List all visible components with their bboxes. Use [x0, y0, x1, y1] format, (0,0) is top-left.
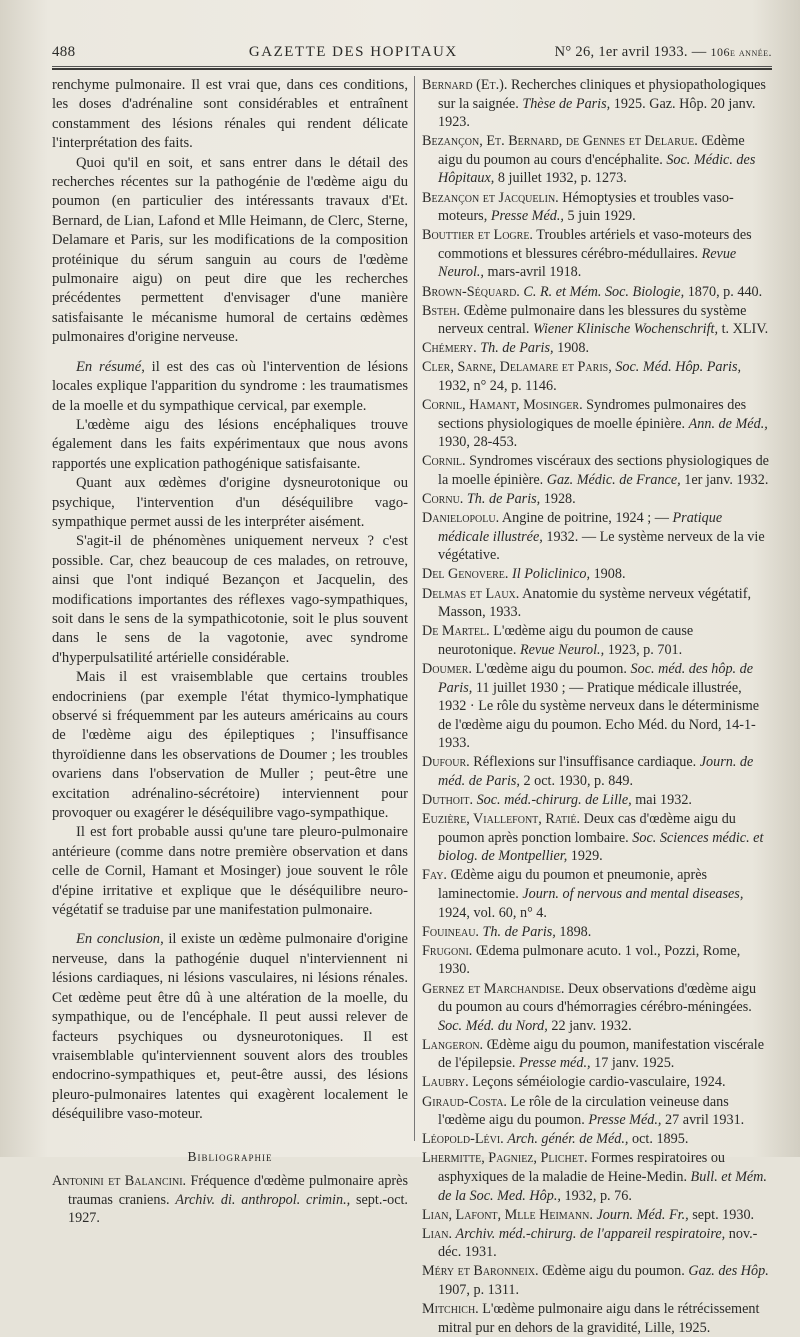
- reference-entry: [422, 1206, 772, 1225]
- reference-tail: 1932. — Le système nerveux de la vie végétative.: [438, 528, 765, 564]
- reference-source: Arch. génér. de Méd.,: [507, 1131, 629, 1148]
- reference-tail: sept.-oct. 1927.: [68, 1191, 408, 1227]
- reference-tail: mai 1932.: [631, 792, 692, 809]
- reference-authors: Lhermitte, Pagniez, Plichet.: [422, 1150, 588, 1167]
- reference-text: Deux observations d'œdème aigu du poumon au cours d'hémorragies cérébro-méningées.: [438, 980, 757, 1016]
- paragraph-rest: , il existe un œdème pulmonaire d'origine nerveuse, dans la pathogénie duquel n'interviennent ni lésions cardiaques, ni lésions vasculaires, ni lésions rénales. Cet œdème peut être dû à une altération de la moelle, du sympathique, ou de l'encéphale. Il peut aussi relever de facteurs psychiques ou dysneurotoniques. Il est vraisemblable qu'interviennent souvent alors des troubles endocrino-sympathiques et, peut-être aussi, des lésions pleuro-pulmonaires latentes qui exagèrent localement le déséquilibre vaso-moteur.: [52, 931, 408, 1123]
- reference-tail: 1923, p. 701.: [604, 641, 683, 658]
- reference-source: Thèse de Paris,: [522, 95, 611, 112]
- reference-tail: 1925. Gaz. Hôp. 20 janv. 1923.: [438, 95, 756, 131]
- reference-entry: [422, 565, 772, 584]
- reference-text: Troubles artériels et vaso-moteurs des commotions et blessures cérébro-médullaires.: [438, 227, 752, 262]
- paragraph: [52, 930, 408, 1124]
- reference-tail: 1929.: [567, 848, 603, 865]
- reference-entry: [422, 942, 772, 979]
- reference-authors: Antonini et Balancini.: [52, 1172, 187, 1189]
- reference-text: Œdème aigu du poumon au cours d'encéphalite.: [438, 133, 745, 168]
- reference-authors: Doumer.: [422, 660, 472, 677]
- italic-lead: En résumé: [76, 358, 142, 375]
- reference-entry: [52, 1172, 408, 1228]
- reference-entry: [422, 396, 772, 452]
- reference-authors: Chémery.: [422, 340, 477, 357]
- reference-authors: Mitchich.: [422, 1301, 479, 1318]
- paragraph: L'œdème aigu des lésions encéphaliques trouve également dans les faits expérimentaux que nous avons rapportés une explication pathogénique satisfaisante.: [52, 416, 408, 472]
- paragraph: S'agit-il de phénomènes uniquement nerveux ? c'est possible. Car, chez beaucoup de ces malades, on retrouve, ainsi que l'ont indiqué Bezançon et Jacquelin, des modifications importantes des réflexes vago-sympathiques, soit dans le sens de la sympathicotonie, soit le plus souvent dans le sens de la vagotonie, avec syndrome d'hyperpulsatilité artérielle considérable.: [52, 533, 408, 666]
- reference-authors: Léopold-Lévi.: [422, 1131, 504, 1148]
- reference-authors: Bezançon, Et. Bernard, de Gennes et Delarue.: [422, 133, 698, 150]
- page-number: 488: [52, 44, 76, 60]
- reference-authors: Cler, Sarne, Delamare et Paris,: [422, 359, 612, 376]
- reference-authors: Bezançon et Jacquelin.: [422, 189, 559, 206]
- reference-text: Œdème pulmonaire dans les blessures du système nerveux central.: [438, 302, 747, 338]
- reference-source: Bull. et Mém. de la Soc. Med. Hôp.,: [438, 1168, 767, 1204]
- reference-text: Œdema pulmonare acuto. 1 vol., Pozzi, Rome, 1930.: [438, 942, 741, 978]
- reference-authors: Cornu.: [422, 491, 464, 508]
- reference-text: Œdème aigu du poumon et pneumonie, après laminectomie.: [438, 867, 708, 903]
- reference-source: Gaz. des Hôp.: [688, 1263, 769, 1280]
- reference-tail: 17 janv. 1925.: [590, 1055, 675, 1072]
- reference-authors: Cornil, Hamant, Mosinger.: [422, 397, 583, 414]
- column-divider: [414, 76, 415, 1141]
- reference-text: Le rôle de la circulation veineuse dans l'œdème aigu du poumon.: [438, 1093, 729, 1129]
- reference-authors: Méry et Baronneix.: [422, 1263, 539, 1280]
- reference-entry: [422, 622, 772, 659]
- reference-source: Archiv. di. anthropol. crimin.,: [175, 1191, 351, 1208]
- reference-text: Réflexions sur l'insuffisance cardiaque.: [469, 754, 700, 771]
- reference-text: L'œdème aigu du poumon de cause neurotonique.: [438, 623, 694, 658]
- reference-tail: 1930, 28-453.: [438, 434, 518, 451]
- paragraph: Quoi qu'il en soit, et sans entrer dans le détail des recherches récentes sur la pathogénie de l'œdème aigu du poumon (en particulier des intéressants travaux d'Et. Bernard, de Lian, Lafond et Mlle Heimann, de Clerc, Sterne, Delamare et Paris, sur les modifications de la composition protéinique du sérum sanguin au cours de l'œdème pulmonaire aigu) on peut dire que les recherches précédentes permettent d'envisager d'une manière satisfaisante le mécanisme humoral de certains œdèmes pulmonaires d'origine nerveuse.: [52, 154, 408, 346]
- reference-tail: 1908.: [590, 566, 626, 583]
- reference-entry: [422, 753, 772, 790]
- reference-authors: Laubry.: [422, 1074, 469, 1091]
- reference-entry: [422, 1036, 772, 1073]
- left-column: [52, 76, 409, 1227]
- reference-text: Leçons séméiologie cardio-vasculaire, 1924.: [468, 1074, 726, 1091]
- reference-source: Archiv. méd.-chirurg. de l'appareil respiratoire,: [455, 1225, 726, 1242]
- reference-tail: 8 juillet 1932, p. 1273.: [494, 170, 627, 187]
- reference-source: Il Policlinico,: [512, 566, 591, 583]
- reference-source: Pratique médicale illustrée,: [438, 510, 723, 545]
- reference-text: Syndromes viscéraux des sections physiologiques de la moelle épinière.: [438, 453, 769, 488]
- reference-entry: [422, 1262, 772, 1299]
- reference-tail: 1932, p. 76.: [560, 1187, 632, 1204]
- reference-source: Soc. Méd. du Nord,: [438, 1017, 548, 1034]
- reference-source: Presse Méd.,: [490, 208, 564, 225]
- reference-text: Angine de poitrine, 1924 ; —: [499, 510, 673, 527]
- paragraph: Quant aux œdèmes d'origine dysneurotonique ou psychique, l'intervention d'un déséquilibre vago-sympathique permet aussi de les interpréter aisément.: [52, 475, 408, 530]
- reference-text: L'œdème aigu du poumon.: [471, 660, 631, 677]
- reference-tail: oct. 1895.: [628, 1131, 689, 1148]
- reference-entry: [422, 132, 772, 188]
- reference-entry: [422, 866, 772, 922]
- reference-entry: [422, 791, 772, 810]
- reference-text: Hémoptysies et troubles vaso-moteurs,: [438, 189, 734, 225]
- reference-tail: 22 janv. 1932.: [547, 1017, 632, 1034]
- reference-tail: 1870, p. 440.: [684, 283, 763, 300]
- reference-entry: [422, 452, 772, 489]
- reference-source: Journ. of nervous and mental diseases,: [522, 886, 744, 903]
- reference-entry: [422, 339, 772, 358]
- reference-entry: [422, 980, 772, 1036]
- reference-text: Œdème aigu du poumon.: [538, 1263, 689, 1280]
- reference-entry: [422, 1300, 772, 1337]
- reference-entry: [422, 810, 772, 866]
- reference-authors: Bsteh.: [422, 302, 461, 319]
- reference-authors: Giraud-Costa.: [422, 1093, 507, 1110]
- reference-source: Gaz. Médic. de France,: [546, 471, 681, 488]
- reference-tail: 27 avril 1931.: [661, 1112, 745, 1129]
- reference-authors: Danielopolu.: [422, 510, 500, 527]
- reference-source: Revue Neurol.,: [438, 245, 737, 281]
- reference-source: Ann. de Méd.,: [688, 415, 768, 432]
- reference-authors: Dufour.: [422, 754, 470, 771]
- bibliography-heading: Bibliographie: [187, 1148, 273, 1164]
- reference-authors: De Martel.: [422, 623, 490, 640]
- reference-source: Presse Méd.,: [588, 1112, 662, 1129]
- reference-entry: [422, 509, 772, 565]
- reference-source: Th. de Paris,: [466, 491, 541, 508]
- paragraph: [52, 358, 408, 416]
- issue-date: N° 26, 1er avril 1933. —: [554, 44, 707, 60]
- reference-tail: 1928.: [540, 491, 576, 508]
- reference-authors: Langeron.: [422, 1036, 484, 1053]
- reference-tail: t. XLIV.: [718, 321, 769, 338]
- reference-entry: [422, 490, 772, 509]
- reference-tail: 11 juillet 1930 ; — Pratique médicale illustrée, 1932 · Le rôle du système nerveux dans le déterminisme de l'œdème aigu du poumon. Echo Méd. du Nord, 14-1-1933.: [438, 679, 760, 752]
- reference-text: Formes respiratoires ou asphyxiques de la maladie de Heine-Medin.: [438, 1150, 726, 1185]
- reference-tail: 5 juin 1929.: [563, 208, 636, 225]
- reference-entry: [422, 189, 772, 226]
- reference-tail: sept. 1930.: [688, 1206, 755, 1223]
- reference-entry: [422, 1149, 772, 1205]
- reference-entry: [422, 302, 772, 339]
- reference-entry: [422, 1225, 772, 1262]
- reference-source: Th. de Paris,: [482, 923, 556, 940]
- paragraph: Il est fort probable aussi qu'une tare pleuro-pulmonaire antérieure (comme dans notre première observation et dans celle de Cornil, Hamant et Mosinger) joue souvent le rôle d'épine irritative et explique que le déséquilibre neuro-végétatif se traduise par une manifestation pulmonaire.: [52, 824, 408, 919]
- reference-authors: Fouineau.: [422, 923, 479, 940]
- reference-tail: 1908.: [553, 340, 590, 357]
- reference-source: Soc. Méd. Hôp. Paris,: [615, 359, 742, 376]
- reference-entry: [422, 76, 772, 132]
- reference-authors: Lian.: [422, 1225, 452, 1242]
- reference-authors: Delmas et Laux.: [422, 585, 520, 602]
- reference-authors: Lian, Lafont, Mlle Heimann.: [422, 1206, 593, 1223]
- reference-authors: Gernez et Marchandise.: [422, 980, 565, 997]
- reference-tail: 1er janv. 1932.: [680, 471, 769, 488]
- paragraph: renchyme pulmonaire. Il est vrai que, dans ces conditions, les doses d'adrénaline sont considérables et entraînent constamment des lésions rénales qui rendent délicate l'interprétation des faits.: [52, 77, 408, 152]
- reference-entry: [422, 226, 772, 282]
- reference-tail: 1932, n° 24, p. 1146.: [438, 378, 557, 394]
- reference-source: C. R. et Mém. Soc. Biologie,: [523, 283, 685, 300]
- reference-entry: [422, 923, 772, 942]
- reference-source: Soc. Médic. des Hôpitaux,: [438, 151, 756, 187]
- reference-tail: mars-avril 1918.: [483, 264, 582, 281]
- reference-authors: Bernard (Et.).: [422, 77, 508, 93]
- reference-text: Deux cas d'œdème aigu du poumon après ponction lombaire.: [438, 811, 736, 846]
- reference-tail: 1924, vol. 60, n° 4.: [438, 904, 547, 921]
- reference-authors: Frugoni.: [422, 942, 473, 959]
- reference-text: Syndromes pulmonaires des sections physiologiques de moelle épinière.: [438, 397, 747, 432]
- reference-authors: Bouttier et Logre.: [422, 227, 533, 244]
- reference-authors: Brown-Séquard.: [422, 283, 520, 300]
- reference-source: Th. de Paris,: [480, 340, 554, 357]
- reference-source: Soc. méd. des hôp. de Paris,: [438, 660, 754, 696]
- reference-source: Journ. de méd. de Paris,: [438, 754, 754, 789]
- reference-source: Journ. Méd. Fr.,: [596, 1206, 689, 1223]
- reference-authors: Duthoit.: [422, 792, 474, 809]
- reference-source: Soc. méd.-chirurg. de Lille,: [476, 792, 632, 809]
- reference-text: Œdème aigu du poumon, manifestation viscérale de l'épilepsie.: [438, 1036, 765, 1072]
- reference-tail: nov.-déc. 1931.: [438, 1225, 758, 1261]
- reference-authors: Del Genovere.: [422, 566, 509, 583]
- reference-entry: [422, 1093, 772, 1130]
- reference-entry: [422, 660, 772, 753]
- journal-title: GAZETTE DES HOPITAUX: [248, 44, 458, 60]
- running-header: [52, 44, 772, 67]
- reference-source: Soc. Sciences médic. et biolog. de Montpellier,: [438, 829, 764, 865]
- reference-text: Fréquence d'œdème pulmonaire après traumas craniens.: [68, 1172, 408, 1208]
- paragraph-rest: , il est des cas où l'intervention de lésions locales explique l'apparition du syndrome : les traumatismes de la moelle et du sympathique cervical, par exemple.: [52, 358, 409, 414]
- right-column-references: [422, 76, 772, 1336]
- reference-tail: 1907, p. 1311.: [438, 1282, 520, 1298]
- reference-text: L'œdème pulmonaire aigu dans le rétrécissement mitral pur en dehors de la gravidité, Lille, 1925.: [438, 1301, 760, 1336]
- italic-lead: En conclusion: [76, 931, 161, 948]
- paragraph: Mais il est vraisemblable que certains troubles endocriniens (par exemple l'état thymico-lymphatique observé si fréquemment par les auteurs américains au cours de l'œdème aigu des épileptiques ; l'insuffisance thyroïdienne dans les observations de Doumer ; les troubles ovariens dans l'observation de Muller ; peut-être une excitation adrénalino-sécrétoire) interviennent pour provoquer ou exagérer le déséquilibre vago-sympathique.: [52, 669, 408, 822]
- reference-entry: [422, 283, 772, 302]
- reference-authors: Fay.: [422, 867, 447, 884]
- issue-year: 106e année.: [710, 45, 772, 59]
- reference-text: Recherches cliniques et physiopathologiques sur la saignée.: [438, 77, 766, 112]
- issue-info: [555, 44, 772, 61]
- reference-entry: [422, 1073, 772, 1092]
- header-rule: [52, 68, 772, 70]
- reference-authors: Cornil.: [422, 453, 466, 470]
- reference-entry: [422, 585, 772, 622]
- reference-entry: [422, 358, 772, 395]
- reference-source: Wiener Klinische Wochenschrift,: [532, 321, 719, 338]
- reference-tail: 2 oct. 1930, p. 849.: [519, 772, 634, 789]
- reference-source: Revue Neurol.,: [519, 641, 605, 658]
- reference-authors: Euzière, Viallefont, Ratié.: [422, 811, 581, 828]
- reference-text: Anatomie du système nerveux végétatif, Masson, 1933.: [438, 585, 751, 621]
- reference-tail: 1898.: [555, 923, 592, 940]
- reference-entry: [422, 1130, 772, 1149]
- reference-source: Presse méd.,: [518, 1055, 591, 1072]
